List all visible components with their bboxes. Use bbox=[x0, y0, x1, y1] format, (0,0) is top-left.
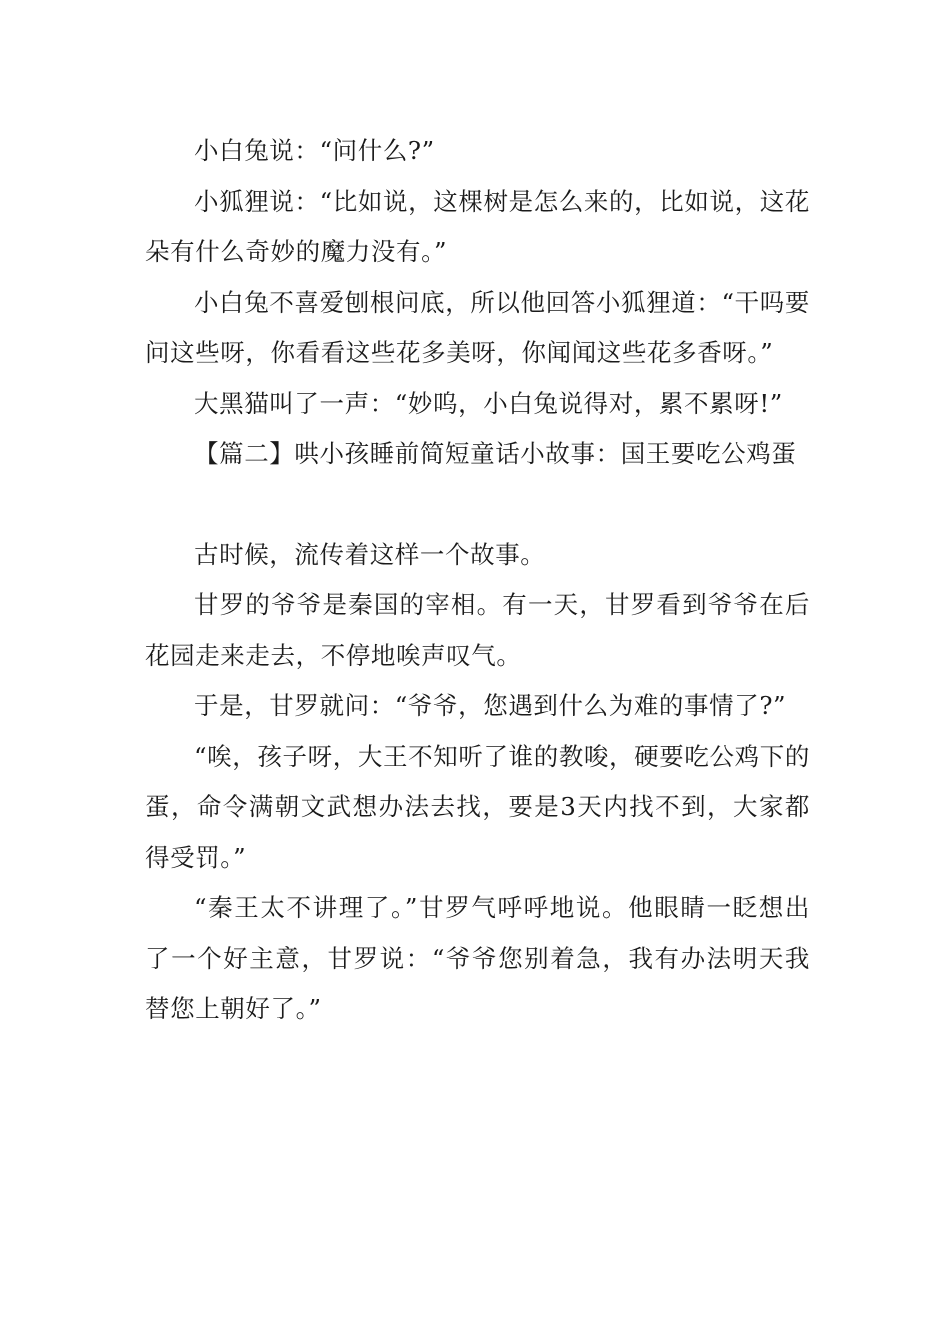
paragraph: 古时候，流传着这样一个故事。 bbox=[194, 539, 546, 569]
paragraph: 甘罗的爷爷是秦国的宰相。有一天，甘罗看到爷爷在后花园走来走去，不停地唉声叹气。 bbox=[145, 590, 810, 670]
paragraph: 小狐狸说：“比如说，这棵树是怎么来的，比如说，这花朵有什么奇妙的魔力没有。” bbox=[145, 186, 810, 266]
section-heading: 【篇二】哄小孩睡前简短童话小故事：国王要吃公鸡蛋 bbox=[194, 439, 797, 468]
document-body bbox=[145, 126, 810, 1035]
paragraph: 小白兔说：“问什么?” bbox=[194, 136, 435, 165]
paragraph: 大黑猫叫了一声：“妙呜，小白兔说得对，累不累呀!” bbox=[194, 388, 783, 418]
paragraph: “唉，孩子呀，大王不知听了谁的教唆，硬要吃公鸡下的蛋，命令满朝文武想办法去找，要是3天内找不到，大家都得受罚。” bbox=[145, 741, 810, 872]
paragraph: 小白兔不喜爱刨根问底，所以他回答小狐狸道：“干吗要问这些呀，你看看这些花多美呀，你闻闻这些花多香呀。” bbox=[145, 287, 810, 367]
paragraph: 于是，甘罗就问：“爷爷，您遇到什么为难的事情了?” bbox=[194, 691, 787, 720]
paragraph: “秦王太不讲理了。”甘罗气呼呼地说。他眼睛一眨想出了一个好主意，甘罗说：“爷爷您别着急，我有办法明天我替您上朝好了。” bbox=[145, 893, 810, 1023]
